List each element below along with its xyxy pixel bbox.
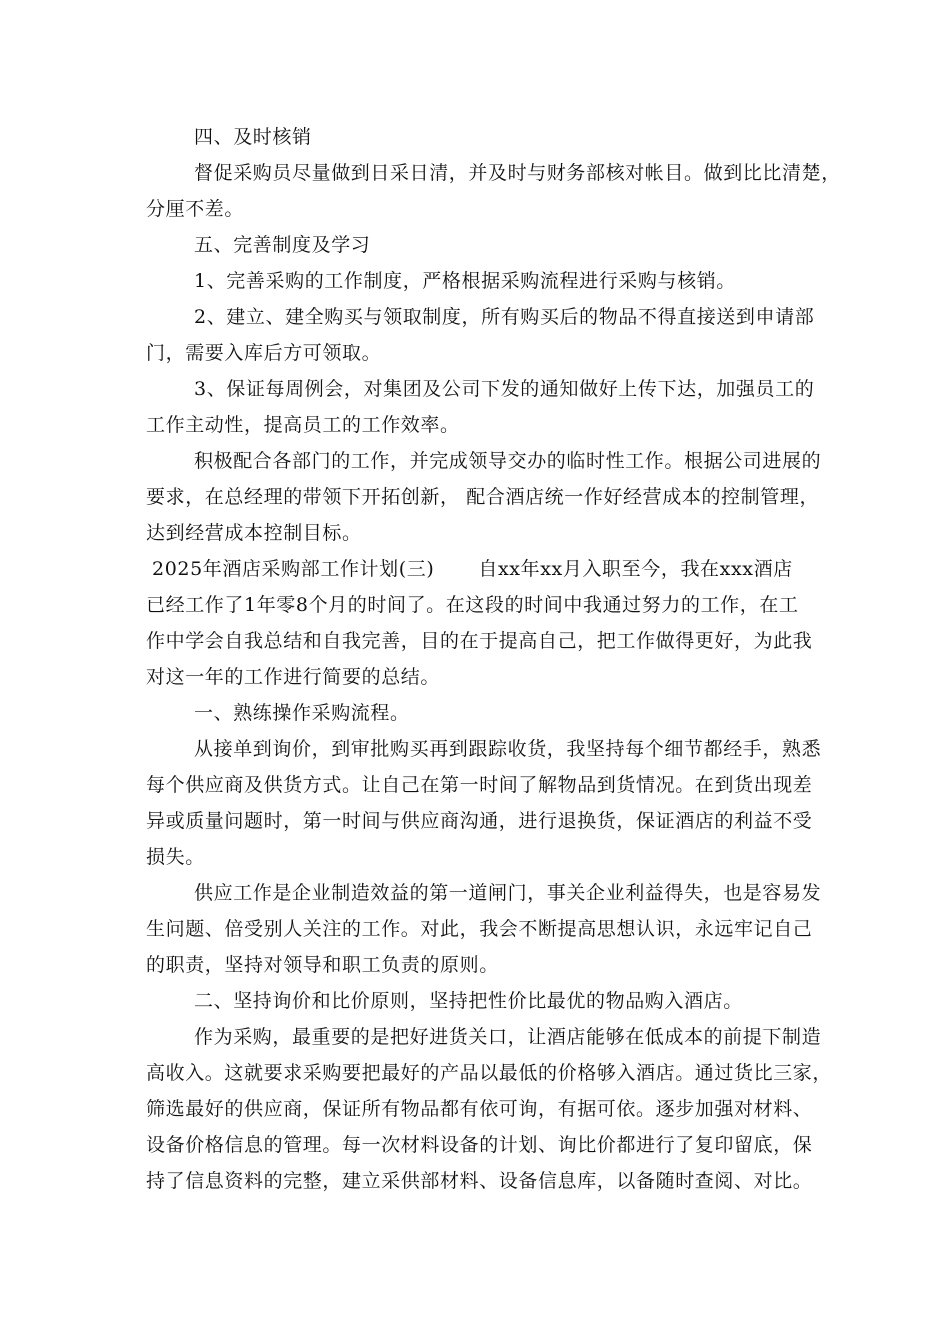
section-heading: 二、坚持询价和比价原则，坚持把性价比最优的物品购入酒店。 — [194, 990, 743, 1012]
paragraph-line: 作为采购，最重要的是把好进货关口，让酒店能够在低成本的前提下制造 — [194, 1026, 822, 1048]
paragraph-line: 2、建立、建全购买与领取制度，所有购买后的物品不得直接送到申请部 — [194, 306, 815, 328]
section-heading: 一、熟练操作采购流程。 — [194, 702, 410, 724]
paragraph-line: 供应工作是企业制造效益的第一道闸门，事关企业利益得失，也是容易发 — [194, 882, 822, 904]
section-heading: 四、及时核销 — [194, 126, 312, 148]
title-line — [152, 556, 822, 582]
paragraph-line: 督促采购员尽量做到日采日清，并及时与财务部核对帐目。做到比比清楚， — [194, 162, 841, 184]
paragraph-line: 设备价格信息的管理。每一次材料设备的计划、询比价都进行了复印留底，保 — [146, 1134, 813, 1156]
paragraph-line: 达到经营成本控制目标。 — [146, 522, 362, 544]
paragraph-line: 损失。 — [146, 846, 205, 868]
paragraph-line: 异或质量问题时，第一时间与供应商沟通，进行退换货，保证酒店的利益不受 — [146, 810, 813, 832]
paragraph-line: 已经工作了1年零8个月的时间了。在这段的时间中我通过努力的工作，在工 — [146, 594, 799, 616]
paragraph-line: 1、完善采购的工作制度，严格根据采购流程进行采购与核销。 — [194, 270, 736, 292]
paragraph-line: 工作主动性，提高员工的工作效率。 — [146, 414, 460, 436]
paragraph-line: 对这一年的工作进行简要的总结。 — [146, 666, 441, 688]
paragraph-line: 的职责，坚持对领导和职工负责的原则。 — [146, 954, 499, 976]
paragraph-line: 每个供应商及供货方式。让自己在第一时间了解物品到货情况。在到货出现差 — [146, 774, 813, 796]
section-heading: 五、完善制度及学习 — [194, 234, 371, 256]
paragraph-start: 自xx年xx月入职至今，我在xxx酒店 — [478, 558, 793, 580]
paragraph-line: 高收入。这就要求采购要把最好的产品以最低的价格够入酒店。通过货比三家， — [146, 1062, 833, 1084]
paragraph-line: 分厘不差。 — [146, 198, 245, 220]
paragraph-line: 作中学会自我总结和自我完善，目的在于提高自己，把工作做得更好，为此我 — [146, 630, 813, 652]
paragraph-line: 3、保证每周例会，对集团及公司下发的通知做好上传下达，加强员工的 — [194, 378, 815, 400]
document-title: 2025年酒店采购部工作计划(三) — [152, 558, 435, 580]
paragraph-line: 筛选最好的供应商，保证所有物品都有依可询，有据可依。逐步加强对材料、 — [146, 1098, 813, 1120]
paragraph-line: 要求，在总经理的带领下开拓创新， 配合酒店统一作好经营成本的控制管理， — [146, 486, 820, 508]
paragraph-line: 持了信息资料的完整，建立采供部材料、设备信息库，以备随时查阅、对比。 — [146, 1170, 813, 1192]
paragraph-line: 积极配合各部门的工作，并完成领导交办的临时性工作。根据公司进展的 — [194, 450, 822, 472]
paragraph-line: 生问题、倍受别人关注的工作。对此，我会不断提高思想认识，永远牢记自己 — [146, 918, 813, 940]
paragraph-line: 从接单到询价，到审批购买再到跟踪收货，我坚持每个细节都经手，熟悉 — [194, 738, 822, 760]
paragraph-line: 门，需要入库后方可领取。 — [146, 342, 382, 364]
